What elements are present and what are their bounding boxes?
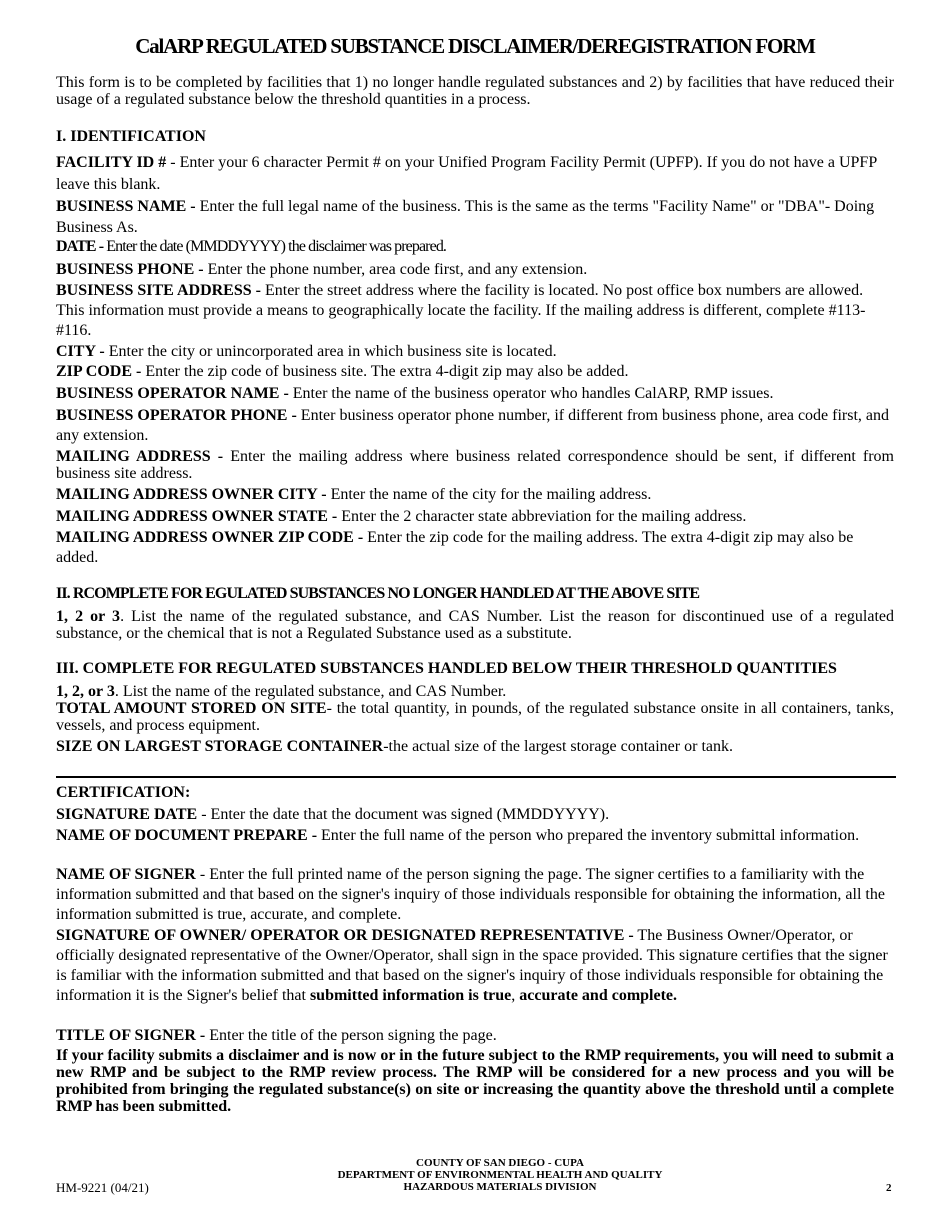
field-label: NAME OF DOCUMENT PREPARE - (56, 827, 318, 844)
field-owner-signature (56, 926, 894, 1006)
field-label: CITY - (56, 343, 105, 360)
field-text: Enter the date (MMDDYYYY) the disclaimer was prepared. (103, 238, 447, 255)
field-text: . List the name of the regulated substance, and CAS Number. (114, 683, 507, 700)
separator-text: , (511, 987, 520, 1004)
field-label: SIZE ON LARGEST STORAGE CONTAINER (56, 738, 384, 755)
field-business-site-address (56, 281, 894, 341)
field-substance-name (56, 683, 894, 701)
field-label: MAILING ADDRESS OWNER STATE - (56, 508, 338, 525)
field-label: ZIP CODE - (56, 363, 142, 380)
field-signature-date (56, 806, 894, 824)
field-text: - Enter the date that the document was signed (MMDDYYYY). (197, 806, 610, 823)
section-divider (56, 776, 896, 778)
field-label: BUSINESS PHONE - (56, 261, 204, 278)
field-business-operator-name (56, 385, 894, 403)
field-label: BUSINESS SITE ADDRESS - (56, 282, 261, 299)
field-text: Enter the name of the city for the mailing address. (326, 486, 652, 503)
field-business-operator-phone (56, 406, 894, 446)
emphasis-text: accurate and complete. (519, 987, 678, 1004)
field-document-preparer (56, 827, 894, 844)
field-label: MAILING ADDRESS OWNER CITY - (56, 486, 327, 503)
field-business-phone (56, 261, 894, 279)
field-text: Enter the street address where the facility is located. No post office box numbers are allowed. This information must provide a means to geographically locate the facility. If the mailing address is different, complete #113- #116. (56, 282, 866, 339)
field-label: SIGNATURE DATE (56, 806, 198, 823)
rmp-warning: If your facility submits a disclaimer and is now or in the future subject to the RMP requirements, you will need to submit a new RMP and be subject to the RMP review process. The RMP will be considered for a new process and you will be prohibited from bringing the regulated substance(s) on site or increasing the quantity above the threshold until a complete RMP has been submitted. (56, 1047, 894, 1115)
intro-paragraph: This form is to be completed by facilities that 1) no longer handle regulated substances and 2) by facilities that have reduced their usage of a regulated substance below the threshold quantities in a process. (56, 74, 894, 108)
field-largest-container (56, 738, 894, 756)
field-label: FACILITY ID # (56, 154, 167, 171)
footer-line: HAZARDOUS MATERIALS DIVISION (403, 1181, 597, 1193)
field-label: 1, 2, or 3 (56, 683, 115, 700)
field-label: BUSINESS OPERATOR NAME - (56, 385, 289, 402)
field-mailing-owner-city (56, 486, 894, 504)
field-title-of-signer (56, 1027, 894, 1045)
footer-line: COUNTY OF SAN DIEGO - CUPA (416, 1157, 584, 1169)
field-label: 1, 2 or 3 (56, 608, 121, 625)
field-zip-code (56, 363, 894, 381)
field-label: MAILING ADDRESS - (56, 448, 224, 465)
footer-line: DEPARTMENT OF ENVIRONMENTAL HEALTH AND QUALITY (337, 1169, 663, 1181)
field-business-name (56, 196, 894, 238)
field-label: SIGNATURE OF OWNER/ OPERATOR OR DESIGNATED REPRESENTATIVE - (56, 927, 634, 944)
field-text: - Enter your 6 character Permit # on your Unified Program Facility Permit (UPFP). If you do not have a UPFP leave this blank. (56, 154, 877, 193)
field-date (56, 238, 894, 256)
field-text: -the actual size of the largest storage container or tank. (383, 738, 733, 755)
field-label: NAME OF SIGNER (56, 866, 196, 883)
field-text: Enter the title of the person signing the page. (205, 1027, 497, 1044)
field-facility-id (56, 152, 894, 196)
field-mailing-owner-zip (56, 528, 894, 568)
field-label: MAILING ADDRESS OWNER ZIP CODE - (56, 529, 364, 546)
emphasis-text: submitted information is true (309, 987, 512, 1004)
field-signer-name (56, 865, 894, 925)
field-text: Enter the zip code for the mailing address. The extra 4-digit zip may also be added. (56, 529, 854, 566)
field-text: Enter the name of the business operator who handles CalARP, RMP issues. (288, 385, 774, 402)
field-label: BUSINESS OPERATOR PHONE - (56, 407, 297, 424)
field-label: TOTAL AMOUNT STORED ON SITE (56, 700, 327, 717)
field-label: TITLE OF SIGNER - (56, 1027, 206, 1044)
field-text: Enter the mailing address where business related correspondence should be sent, if different from business site address. (56, 448, 895, 482)
page-number: 2 (886, 1182, 892, 1194)
field-label: BUSINESS NAME - (56, 198, 196, 215)
field-text: Enter the city or unincorporated area in which business site is located. (104, 343, 557, 360)
field-text: Enter the full legal name of the business. This is the same as the terms "Facility Name" or "DBA"- Doing Business As. (56, 198, 875, 236)
field-mailing-address (56, 448, 894, 482)
field-text: Enter the phone number, area code first, and any extension. (203, 261, 588, 278)
field-text: Enter the 2 character state abbreviation for the mailing address. (337, 508, 747, 525)
field-text: - Enter the full printed name of the person signing the page. The signer certifies to a familiarity with the information submitted and that based on the signer's inquiry of those individuals responsible for obtaining the information, all the information submitted is true, accurate, and complete. (56, 866, 885, 923)
field-text: - the total quantity, in pounds, of the regulated substance onsite in all containers, tanks, vessels, and process equipment. (56, 700, 894, 734)
field-total-amount (56, 700, 894, 734)
field-city (56, 343, 894, 361)
field-mailing-owner-state (56, 508, 894, 526)
field-text: The Business Owner/Operator, or officially designated representative of the Owner/Operator, shall sign in the space provided. This signature certifies that the signer is familiar with the information submitted and that based on the signer's inquiry of those individuals responsible for obtaining the information it is the Signer's belief that (56, 927, 888, 1004)
section-no-longer-handled-heading: II. RCOMPLETE FOR EGULATED SUBSTANCES NO LONGER HANDLED AT THE ABOVE SITE (56, 585, 700, 602)
form-number: HM-9221 (04/21) (56, 1180, 149, 1195)
footer-agency (300, 1157, 700, 1193)
section-identification-heading: I. IDENTIFICATION (56, 128, 206, 145)
certification-heading: CERTIFICATION: (56, 784, 191, 801)
field-text: Enter the zip code of business site. The extra 4-digit zip may also be added. (141, 363, 629, 380)
field-text: . List the name of the regulated substance, and CAS Number. List the reason for discontinued use of a regulated substance, or the chemical that is not a Regulated Substance used as a substitute. (56, 608, 895, 642)
page-title: CalARP REGULATED SUBSTANCE DISCLAIMER/DEREGISTRATION FORM (135, 34, 815, 58)
field-text: Enter business operator phone number, if different from business phone, area code first, and any extension. (56, 407, 890, 444)
field-text: Enter the full name of the person who prepared the inventory submittal information. (317, 827, 860, 844)
section-below-threshold-heading: III. COMPLETE FOR REGULATED SUBSTANCES HANDLED BELOW THEIR THRESHOLD QUANTITIES (56, 660, 837, 677)
section-no-longer-handled-text (56, 608, 894, 642)
field-label: DATE - (56, 238, 104, 255)
